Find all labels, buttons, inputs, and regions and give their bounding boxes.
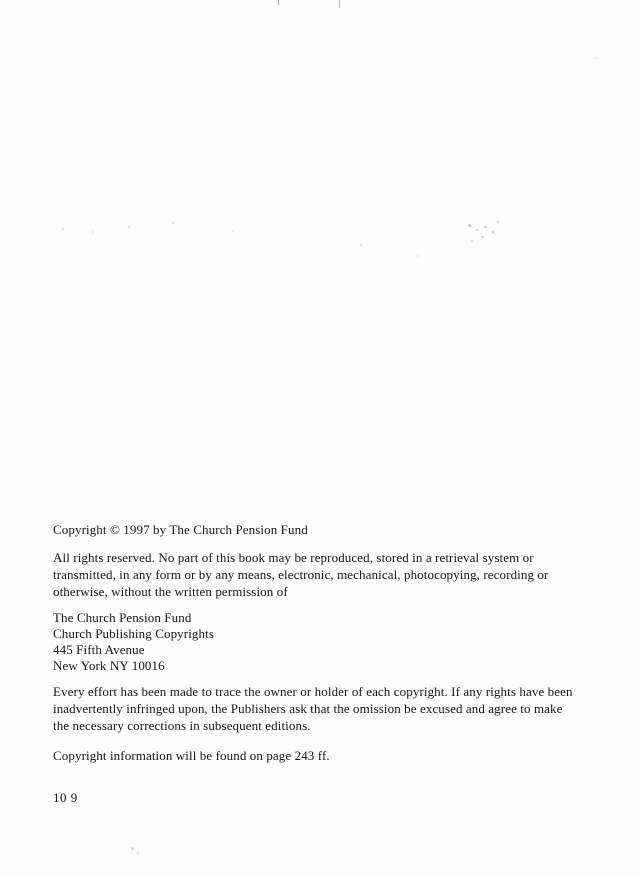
scan-artifact-speck bbox=[92, 231, 94, 233]
scan-artifact-speck bbox=[232, 230, 234, 232]
scan-artifact-speck bbox=[128, 226, 130, 228]
scan-artifact-speck bbox=[484, 226, 487, 228]
paragraph-line: transmitted, in any form or by any means, electronic, mechanical, photocopying, recording or bbox=[53, 567, 549, 582]
scan-artifact-speck bbox=[417, 255, 419, 257]
scan-artifact-speck bbox=[497, 221, 499, 223]
copyright-info-line: Copyright information will be found on page 243 ff. bbox=[53, 748, 330, 763]
paragraph-line: All rights reserved. No part of this book may be reproduced, stored in a retrieval system or bbox=[53, 550, 534, 565]
scan-artifact-speck bbox=[172, 222, 174, 224]
scan-artifact-speck bbox=[137, 852, 139, 854]
address-line: 445 Fifth Avenue bbox=[53, 642, 145, 657]
scan-artifact-tick bbox=[339, 0, 340, 8]
paragraph-line: Every effort has been made to trace the owner or holder of each copyright. If any rights have been bbox=[53, 684, 573, 699]
scan-artifact-speck bbox=[471, 240, 473, 242]
address-line: Church Publishing Copyrights bbox=[53, 626, 214, 641]
scan-artifact-tick bbox=[278, 0, 279, 5]
scan-artifact-speck bbox=[481, 236, 484, 238]
address-line: New York NY 10016 bbox=[53, 658, 165, 673]
paragraph-line: the necessary corrections in subsequent editions. bbox=[53, 718, 311, 733]
address-line: The Church Pension Fund bbox=[53, 610, 192, 625]
scan-artifact-speck bbox=[476, 229, 478, 231]
scan-artifact-speck bbox=[131, 847, 134, 850]
page-number: 10 9 bbox=[53, 790, 78, 805]
scan-artifact-speck bbox=[62, 228, 64, 230]
effort-paragraph bbox=[53, 683, 573, 734]
scan-artifact-speck bbox=[360, 244, 362, 246]
paragraph-line: otherwise, without the written permission of bbox=[53, 584, 288, 599]
paragraph-line: inadvertently infringed upon, the Publishers ask that the omission be excused and agree to make bbox=[53, 701, 563, 716]
scan-artifact-speck bbox=[468, 224, 471, 227]
rights-paragraph bbox=[53, 549, 548, 600]
publisher-address-block bbox=[53, 610, 214, 674]
scan-artifact-speck bbox=[595, 57, 597, 59]
copyright-line: Copyright © 1997 by The Church Pension Fund bbox=[53, 522, 308, 537]
scan-artifact-speck bbox=[492, 231, 494, 234]
